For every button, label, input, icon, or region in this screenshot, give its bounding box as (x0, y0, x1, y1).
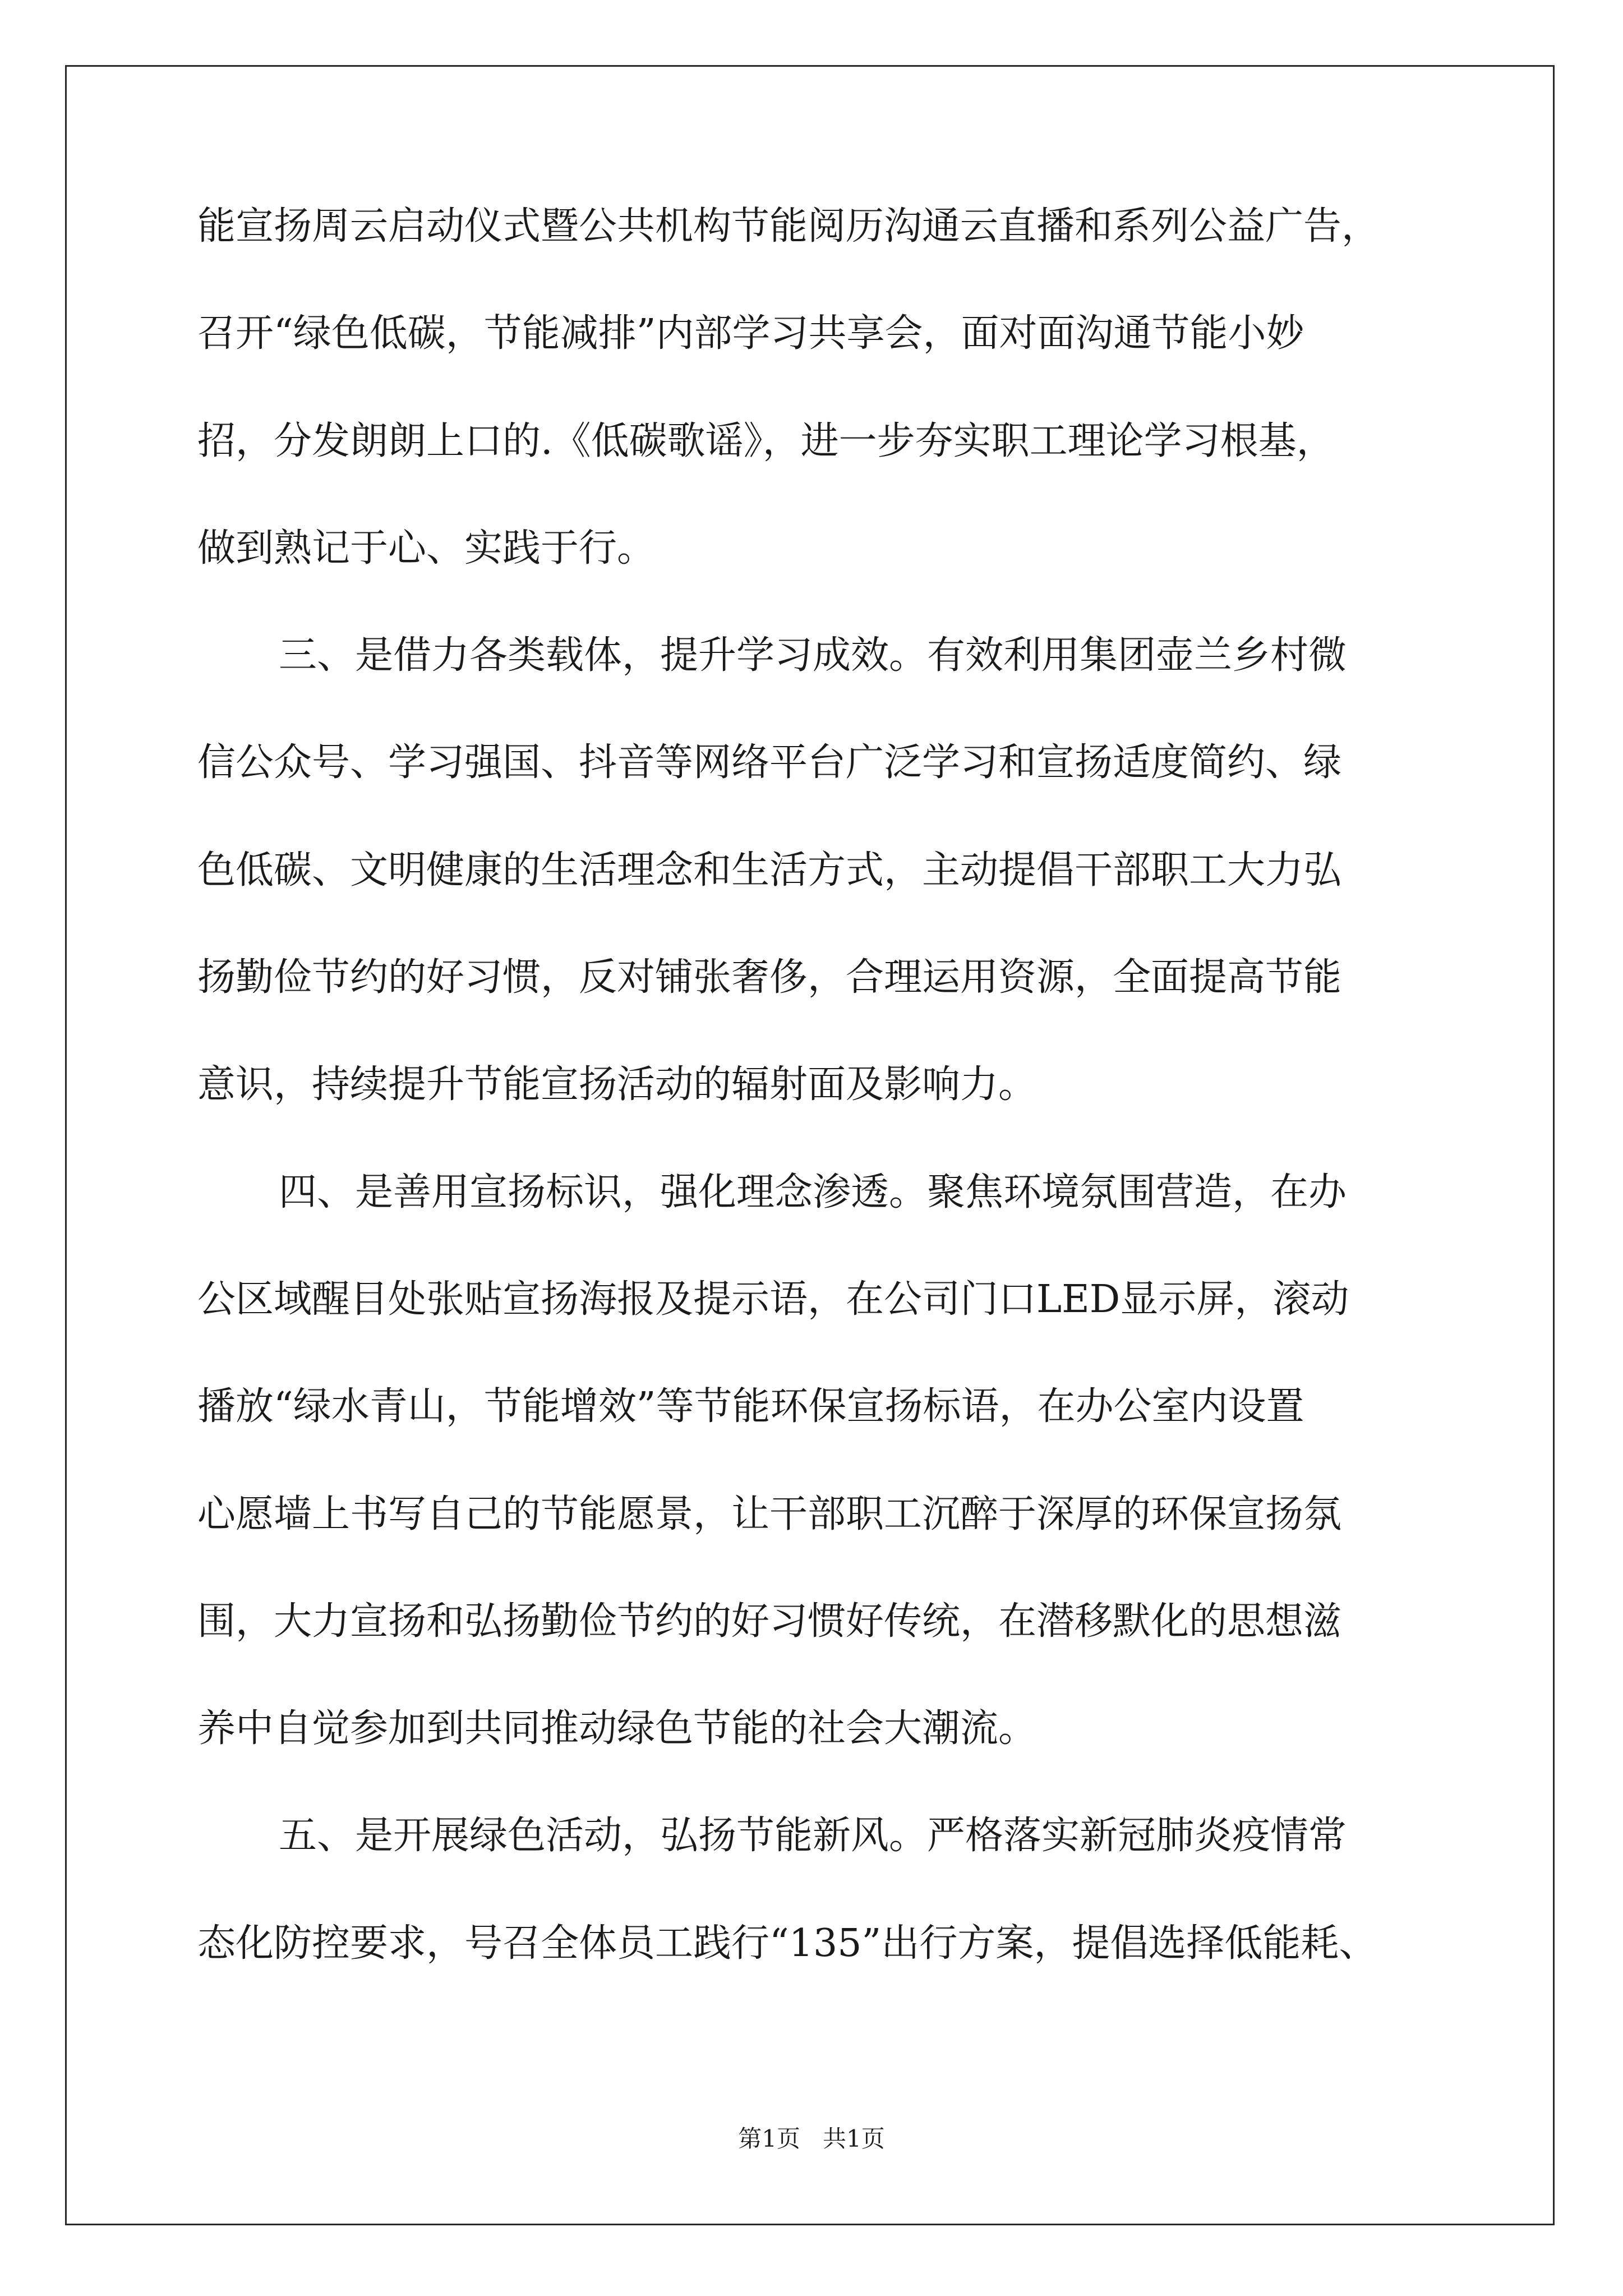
page-number-current: 第1页 (738, 2125, 800, 2152)
paragraph-first-line: 四、是善用宣扬标识，强化理念渗透。聚焦环境氛围营造，在办 (279, 1170, 1347, 1214)
text-line: 信公众号、学习强国、抖音等网络平台广泛学习和宣扬适度简约、绿 (197, 740, 1342, 785)
paragraph-first-line: 三、是借力各类载体，提升学习成效。有效利用集团壶兰乡村微 (279, 633, 1347, 678)
text-line: 心愿墙上书写自己的节能愿景，让干部职工沉醉于深厚的环保宣扬氛 (197, 1492, 1342, 1536)
text-line: 养中自觉参加到共同推动绿色节能的社会大潮流。 (197, 1706, 1037, 1751)
text-line: 做到熟记于心、实践于行。 (197, 526, 656, 570)
text-line: 公区域醒目处张贴宣扬海报及提示语，在公司门口LED显示屏，滚动 (197, 1277, 1349, 1322)
text-line: 能宣扬周云启动仪式暨公共机构节能阅历沟通云直播和系列公益广告， (197, 204, 1380, 249)
page-number-total: 共1页 (823, 2125, 885, 2152)
text-line: 态化防控要求，号召全体员工践行“135”出行方案，提倡选择低能耗、 (197, 1921, 1377, 1966)
text-line: 播放“绿水青山，节能增效”等节能环保宣扬标语，在办公室内设置 (197, 1384, 1304, 1429)
text-line: 围，大力宣扬和弘扬勤俭节约的好习惯好传统，在潜移默化的思想滋 (197, 1599, 1342, 1644)
text-line: 色低碳、文明健康的生活理念和生活方式，主动提倡干部职工大力弘 (197, 848, 1342, 892)
text-line: 扬勤俭节约的好习惯，反对铺张奢侈，合理运用资源，全面提高节能 (197, 955, 1342, 1000)
paragraph-first-line: 五、是开展绿色活动，弘扬节能新风。严格落实新冠肺炎疫情常 (279, 1814, 1347, 1858)
document-body (197, 204, 1431, 2032)
page-footer (0, 2127, 1623, 2151)
text-line: 召开“绿色低碳，节能减排”内部学习共享会，面对面沟通节能小妙 (197, 311, 1304, 356)
text-line: 意识，持续提升节能宣扬活动的辐射面及影响力。 (197, 1062, 1037, 1107)
text-line: 招，分发朗朗上口的.《低碳歌谣》，进一步夯实职工理论学习根基， (197, 418, 1335, 463)
